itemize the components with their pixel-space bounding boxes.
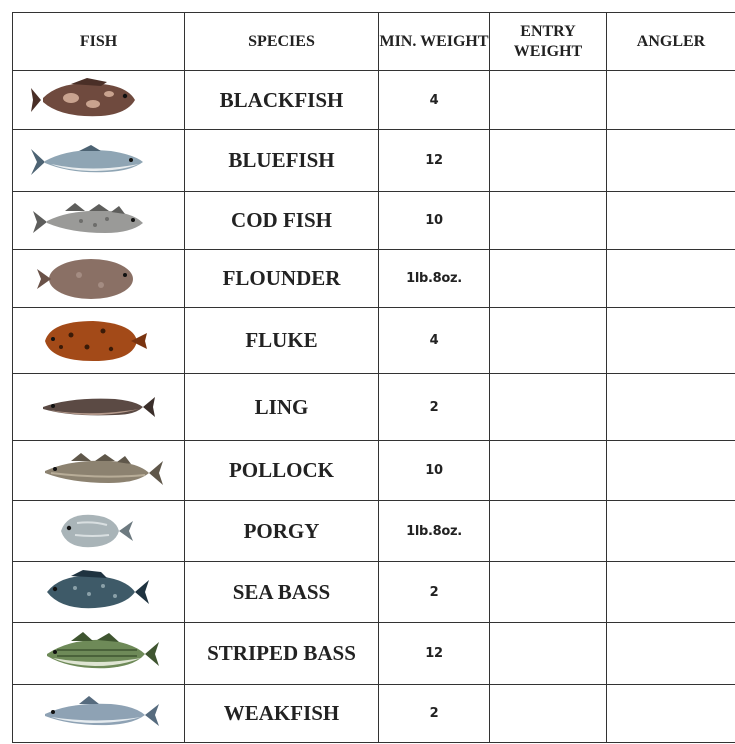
fish-image-cell xyxy=(13,130,185,192)
pollock-icon xyxy=(31,447,167,495)
porgy-icon xyxy=(31,507,167,555)
fish-image-cell xyxy=(13,501,185,562)
min-weight-value: 2 xyxy=(379,374,490,441)
species-name: COD FISH xyxy=(185,192,379,250)
entry-weight-field[interactable] xyxy=(490,374,607,441)
header-fish: FISH xyxy=(13,13,185,71)
fish-image-cell xyxy=(13,250,185,308)
fish-image-cell xyxy=(13,685,185,743)
ling-icon xyxy=(31,383,167,431)
blackfish-icon xyxy=(31,76,167,124)
flounder-icon xyxy=(31,255,167,303)
sea-bass-icon xyxy=(31,568,167,616)
fish-entry-form xyxy=(12,12,735,743)
table-row xyxy=(13,192,735,250)
fish-image-cell xyxy=(13,374,185,441)
table-body xyxy=(13,71,735,743)
table-row xyxy=(13,623,735,685)
angler-field[interactable] xyxy=(607,441,735,501)
fluke-icon xyxy=(31,317,167,365)
fish-image-cell xyxy=(13,623,185,685)
species-name: BLACKFISH xyxy=(185,71,379,130)
header-row xyxy=(13,13,735,71)
fish-image-cell xyxy=(13,441,185,501)
angler-field[interactable] xyxy=(607,685,735,743)
angler-field[interactable] xyxy=(607,562,735,623)
header-entry-weight: ENTRY WEIGHT xyxy=(490,13,607,71)
min-weight-value: 1lb.8oz. xyxy=(379,250,490,308)
cod-icon xyxy=(31,197,167,245)
species-name: STRIPED BASS xyxy=(185,623,379,685)
min-weight-value: 10 xyxy=(379,192,490,250)
species-name: BLUEFISH xyxy=(185,130,379,192)
entry-weight-field[interactable] xyxy=(490,562,607,623)
angler-field[interactable] xyxy=(607,308,735,374)
angler-field[interactable] xyxy=(607,192,735,250)
header-species: SPECIES xyxy=(185,13,379,71)
header-min-weight: MIN. WEIGHT xyxy=(379,13,490,71)
min-weight-value: 10 xyxy=(379,441,490,501)
entry-weight-field[interactable] xyxy=(490,441,607,501)
fish-image-cell xyxy=(13,562,185,623)
fish-weight-table xyxy=(12,12,735,743)
species-name: FLUKE xyxy=(185,308,379,374)
table-row xyxy=(13,71,735,130)
table-row xyxy=(13,562,735,623)
species-name: FLOUNDER xyxy=(185,250,379,308)
min-weight-value: 4 xyxy=(379,71,490,130)
species-name: POLLOCK xyxy=(185,441,379,501)
table-row xyxy=(13,308,735,374)
species-name: SEA BASS xyxy=(185,562,379,623)
species-name: LING xyxy=(185,374,379,441)
entry-weight-field[interactable] xyxy=(490,250,607,308)
table-row xyxy=(13,130,735,192)
min-weight-value: 12 xyxy=(379,130,490,192)
angler-field[interactable] xyxy=(607,374,735,441)
fish-image-cell xyxy=(13,192,185,250)
species-name: WEAKFISH xyxy=(185,685,379,743)
entry-weight-field[interactable] xyxy=(490,130,607,192)
min-weight-value: 12 xyxy=(379,623,490,685)
table-row xyxy=(13,685,735,743)
min-weight-value: 1lb.8oz. xyxy=(379,501,490,562)
table-row xyxy=(13,250,735,308)
angler-field[interactable] xyxy=(607,501,735,562)
entry-weight-field[interactable] xyxy=(490,501,607,562)
table-row xyxy=(13,441,735,501)
fish-image-cell xyxy=(13,71,185,130)
striped-bass-icon xyxy=(31,630,167,678)
header-angler: ANGLER xyxy=(607,13,735,71)
table-row xyxy=(13,374,735,441)
species-name: PORGY xyxy=(185,501,379,562)
entry-weight-field[interactable] xyxy=(490,192,607,250)
entry-weight-field[interactable] xyxy=(490,685,607,743)
entry-weight-field[interactable] xyxy=(490,623,607,685)
angler-field[interactable] xyxy=(607,250,735,308)
min-weight-value: 4 xyxy=(379,308,490,374)
min-weight-value: 2 xyxy=(379,562,490,623)
min-weight-value: 2 xyxy=(379,685,490,743)
angler-field[interactable] xyxy=(607,623,735,685)
entry-weight-field[interactable] xyxy=(490,308,607,374)
angler-field[interactable] xyxy=(607,130,735,192)
bluefish-icon xyxy=(31,137,167,185)
fish-image-cell xyxy=(13,308,185,374)
angler-field[interactable] xyxy=(607,71,735,130)
weakfish-icon xyxy=(31,690,167,738)
table-row xyxy=(13,501,735,562)
entry-weight-field[interactable] xyxy=(490,71,607,130)
